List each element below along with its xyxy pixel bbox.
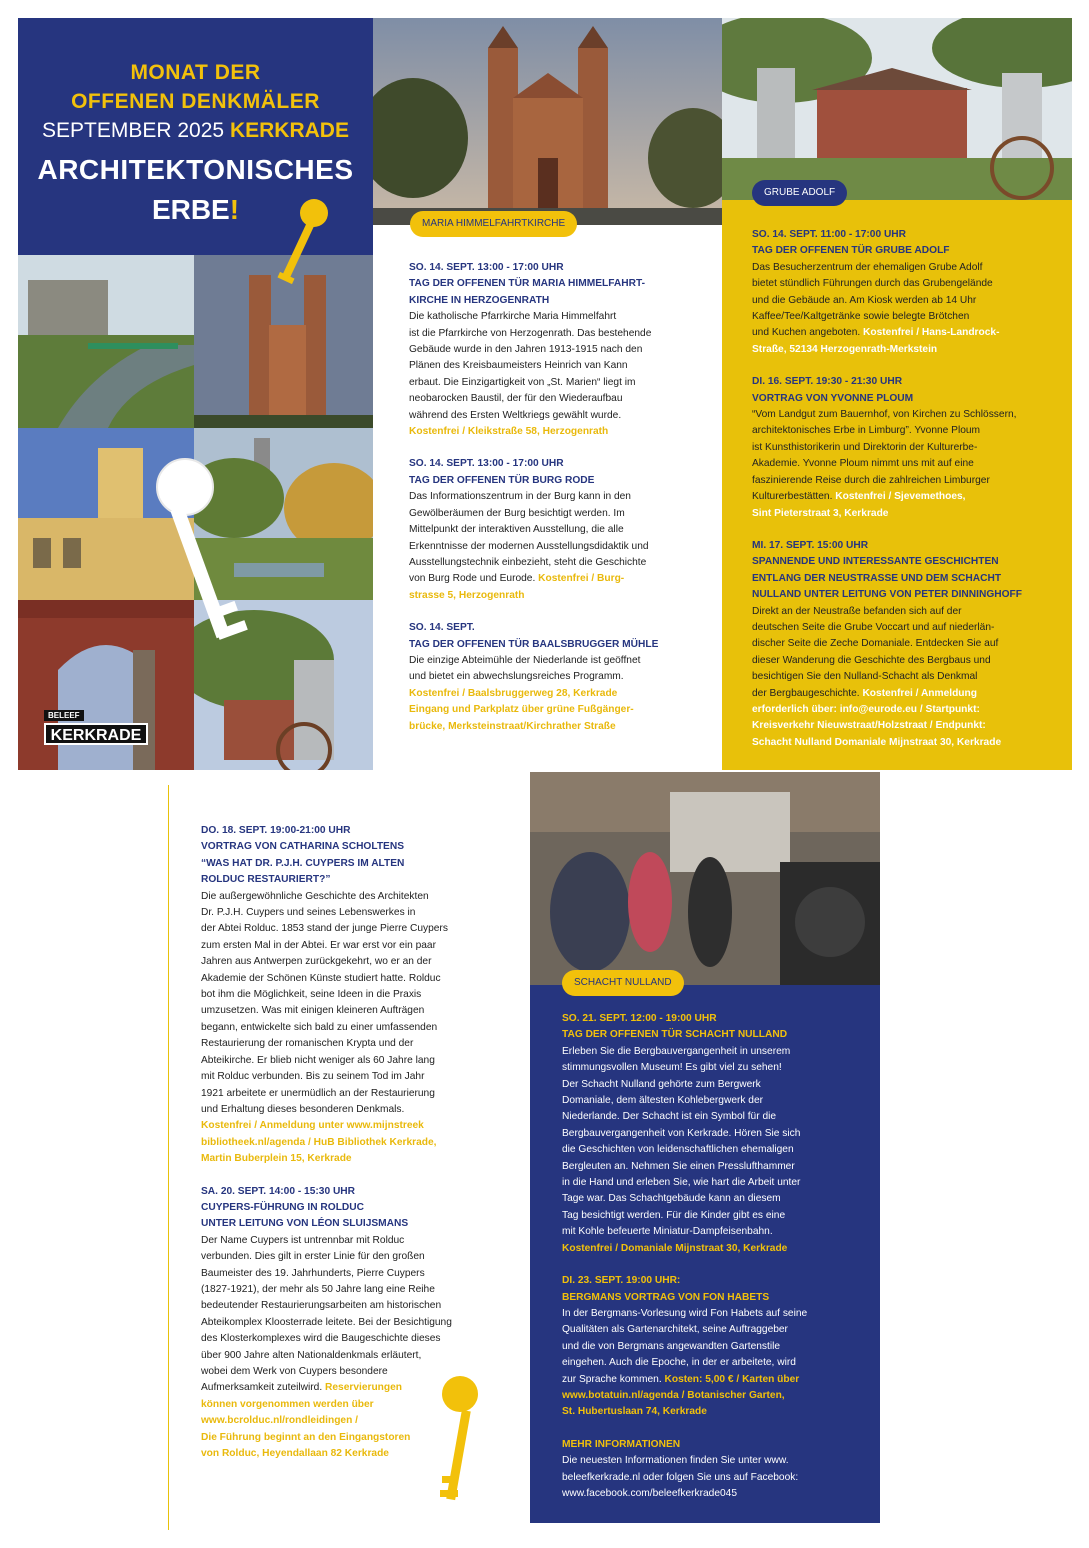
event-info: Die Führung beginnt an den Eingangstoren: [201, 1431, 411, 1443]
event-body-line: Ausstellungstechnik einbezieht, steht die Geschichte: [409, 556, 647, 568]
label-nulland: SCHACHT NULLAND: [562, 970, 684, 996]
event-body-text: und Kuchen angeboten.: [752, 327, 861, 339]
event-body-line: Bergleuten an. Nehmen Sie einen Presslufthammer: [562, 1160, 795, 1172]
event-body-text: Kulturerbestätten.: [752, 491, 833, 503]
event-info: Kreisverkehr Nieuwstraat/Holzstraat / Endpunkt:: [752, 720, 986, 732]
event-body-line: umzusetzen. Was mit einigen kleineren Aufträgen: [201, 1005, 425, 1017]
event-title: CUYPERS-FÜHRUNG IN ROLDUC: [201, 1201, 364, 1213]
event-title: VORTRAG VON YVONNE PLOUM: [752, 392, 914, 404]
event-body-line: neobarocken Baustil, der für den Wiederaufbau: [409, 393, 623, 405]
photo-river-park: [18, 255, 194, 428]
event-info: erforderlich über: info@eurode.eu / Startpunkt:: [752, 703, 980, 715]
event-body-line: bietet stündlich Führungen durch das Grubengelände: [752, 278, 993, 290]
grube-photo-graphic: [722, 18, 1072, 200]
event-date: SA. 20. SEPT. 14:00 - 15:30 UHR: [201, 1185, 356, 1197]
event-body-line: faszinierende Reise durch die zahlreichen Limburger: [752, 474, 990, 486]
event-date: MI. 17. SEPT. 15:00 UHR: [752, 539, 869, 551]
church-photo-graphic: [373, 18, 722, 225]
event-body-line: zum ersten Mal in der Abtei. Er war erst vor ein paar: [201, 939, 436, 951]
event-info: Kostenfrei / Domaniale Mijnstraat 30, Kerkrade: [562, 1242, 788, 1254]
key-icon-yellow-bottom: [430, 1372, 490, 1512]
event-body-line: erbaut. Die Einzigartigkeit von „St. Marien“ liegt im: [409, 376, 636, 388]
event-body-line: und Erhaltung dieses besonderen Denkmals.: [201, 1103, 405, 1115]
event-body-line: wobei dem Werk von Cuypers besondere: [201, 1366, 388, 1377]
event-title: TAG DER OFFENEN TÜR MARIA HIMMELFAHRT-: [409, 278, 645, 290]
event-body-line: ist die Pfarrkirche von Herzogenrath. Das bestehende: [409, 327, 652, 339]
event-title: ENTLANG DER NEUSTRASSE UND DEM SCHACHT: [752, 572, 1002, 584]
event-date: SO. 14. SEPT. 11:00 - 17:00 UHR: [752, 229, 907, 240]
event-body-line: Kaffee/Tee/Kaltgetränke sowie belegte Brötchen: [752, 311, 970, 323]
event-info: Martin Buberplein 15, Kerkrade: [201, 1153, 352, 1165]
event-info: Straße, 52134 Herzogenrath-Merkstein: [752, 343, 938, 355]
event-date: DI. 23. SEPT. 19:00 UHR:: [562, 1275, 681, 1287]
event-info: Reservierungen: [325, 1382, 403, 1394]
title-line-2: OFFENEN DENKMÄLER: [71, 90, 320, 113]
event-body-line: Direkt an der Neustraße befanden sich auf der: [752, 605, 962, 617]
event-body-line: [752, 325, 1067, 341]
event-body-line: Erleben Sie die Bergbauvergangenheit in unserem: [562, 1045, 791, 1057]
event-title: “WAS HAT DR. P.J.H. CUYPERS IM ALTEN: [201, 857, 405, 869]
event-info: Kostenfrei / Kleikstraße 58, Herzogenrath: [409, 426, 609, 438]
title-erbe: ERBE: [151, 194, 230, 225]
event-date: DO. 18. SEPT. 19:00-21:00 UHR: [201, 825, 351, 836]
event-info: Eingang und Parkplatz über grüne Fußgänger-: [409, 704, 634, 716]
event-body-line: während des Ersten Weltkriegs gewählt wurde.: [409, 409, 622, 421]
event-title: TAG DER OFFENEN TÜR GRUBE ADOLF: [752, 245, 950, 257]
event-body-line: Das Besucherzentrum der ehemaligen Grube Adolf: [752, 261, 983, 273]
event-body-line: Mittelpunkt der interaktiven Ausstellung, die alle: [409, 524, 624, 536]
event-body-line: (1827-1921), der mehr als 50 Jahre lang eine Reihe: [201, 1283, 435, 1295]
event-body-line: Gewölberäumen der Burg besichtigt werden. Im: [409, 507, 625, 519]
event-body-line: [562, 1372, 874, 1388]
events-middle: [409, 260, 714, 735]
event-info: können vorgenommen werden über: [201, 1398, 374, 1410]
event-body-line: deutschen Seite die Grube Voccart und auf niederlän-: [752, 621, 995, 633]
event-body-line: Erkenntnisse der modernen Ausstellungsdidaktik und: [409, 540, 649, 552]
event-info: bibliotheek.nl/agenda / HuB Bibliothek Kerkrade,: [201, 1136, 437, 1148]
event-body-text: zur Sprache kommen.: [562, 1373, 662, 1385]
event-body-line: und die Gebäude an. Am Kiosk werden ab 14 Uhr: [752, 294, 977, 306]
title-line-4: ARCHITEKTONISCHES: [37, 154, 354, 185]
museum-photo-graphic: [530, 772, 880, 985]
event-body-line: Akademie der Schönen Künste studiert hatte. Rolduc: [201, 972, 441, 984]
event-body-line: Die außergewöhnliche Geschichte des Architekten: [201, 890, 429, 902]
event-body-line: des Klosterkomplexes wird die Baugeschichte dieses: [201, 1333, 441, 1345]
event-info: Kostenfrei / Anmeldung: [862, 687, 977, 699]
event-body-line: Qualitäten als Gartenarchitekt, seine Auftraggeber: [562, 1324, 788, 1336]
event-body-line: Akademie. Yvonne Ploum nimmt uns mit auf eine: [752, 458, 974, 470]
event-body-line: verbunden. Dies gilt in erster Linie für den großen: [201, 1251, 425, 1263]
title-date: SEPTEMBER 2025: [42, 119, 225, 142]
event-title: ROLDUC RESTAURIERT?”: [201, 874, 331, 886]
event-body-line: der Abtei Rolduc. 1853 stand der junge Pierre Cuypers: [201, 923, 448, 935]
label-grube: GRUBE ADOLF: [752, 180, 847, 206]
logo-main: KERKRADE: [44, 723, 148, 745]
events-bottom-right: [562, 1011, 874, 1502]
event-body-line: [409, 571, 714, 587]
event-info: St. Hubertuslaan 74, Kerkrade: [562, 1406, 707, 1418]
event-info: Schacht Nulland Domaniale Mijnstraat 30, Kerkrade: [752, 736, 1002, 748]
event-body-line: “Vom Landgut zum Bauernhof, von Kirchen zu Schlössern,: [752, 409, 1017, 421]
event-body-text: der Bergbaugeschichte.: [752, 687, 860, 699]
title-exclamation: !: [229, 194, 240, 225]
event-title: SPANNENDE UND INTERESSANTE GESCHICHTEN: [752, 556, 999, 568]
event-info: www.bcrolduc.nl/rondleidingen /: [201, 1415, 358, 1427]
photo-grube-adolf: [722, 18, 1072, 200]
event-info: Kostenfrei / Sjevemethoes,: [835, 491, 966, 503]
events-right: [752, 227, 1067, 751]
beleef-kerkrade-logo: [44, 710, 148, 746]
more-info-line: www.facebook.com/beleefkerkrade045: [562, 1487, 737, 1499]
event-body-line: begann, entwickelte sich bald zu einer umfassenden: [201, 1021, 438, 1033]
events-bottom-left: [201, 823, 521, 1462]
event-date: SO. 14. SEPT.: [409, 622, 475, 634]
event-title: UNTER LEITUNG VON LÉON SLUIJSMANS: [201, 1218, 409, 1230]
title-city: KERKRADE: [229, 119, 349, 142]
event-body-line: Plänen des Kreisbaumeisters Heinrich van Kann: [409, 360, 628, 372]
event-body-line: Das Informationszentrum in der Burg kann in den: [409, 491, 631, 503]
event-body-line: Dr. P.J.H. Cuypers und seines Lebenswerkes in: [201, 907, 416, 919]
label-maria: MARIA HIMMELFAHRTKIRCHE: [410, 211, 577, 237]
event-body-line: stimmungsvollen Museum! Es gibt viel zu sehen!: [562, 1062, 782, 1074]
event-date: SO. 14. SEPT. 13:00 - 17:00 UHR: [409, 458, 564, 470]
event-body-line: [752, 489, 1067, 505]
event-body-line: und die von Bergmans angewandten Gartenstile: [562, 1340, 781, 1352]
event-body-line: besichtigen Sie den Nulland-Schacht als Denkmal: [752, 671, 978, 683]
event-body-line: 1921 arbeitete er unermüdlich an der Restaurierung: [201, 1087, 435, 1099]
event-body-line: Bergbauvergangenheit von Kerkrade. Hören Sie sich: [562, 1127, 801, 1139]
event-date: SO. 14. SEPT. 13:00 - 17:00 UHR: [409, 262, 564, 273]
event-body-line: und bietet ein abwechslungsreiches Programm.: [409, 671, 624, 683]
event-info: Kostenfrei / Burg-: [538, 573, 625, 585]
event-body-line: Der Schacht Nulland gehörte zum Bergwerk: [562, 1078, 761, 1090]
title-line-1: MONAT DER: [130, 61, 261, 84]
event-body-line: Tag besichtigt werden. Für die Kinder gibt es eine: [562, 1209, 786, 1221]
event-info: Kostenfrei / Baalsbruggerweg 28, Kerkrade: [409, 687, 618, 699]
event-body-line: Abteikomplex Kloosterrade leitete. Bei der Besichtigung: [201, 1316, 452, 1328]
event-body-line: [752, 686, 1067, 702]
event-body-line: discher Seite die Zeche Domaniale. Entdecken Sie auf: [752, 638, 999, 650]
event-body-line: in die Hand und erleben Sie, wie hart die Arbeit unter: [562, 1177, 801, 1189]
event-info: Kostenfrei / Anmeldung unter www.mijnstreek: [201, 1120, 424, 1132]
event-info: www.botatuin.nl/agenda / Botanischer Garten,: [562, 1389, 785, 1401]
event-title: BERGMANS VORTRAG VON FON HABETS: [562, 1291, 770, 1303]
photo-maria-church: [373, 18, 722, 225]
event-date: SO. 21. SEPT. 12:00 - 19:00 UHR: [562, 1013, 717, 1024]
event-info: Kostenfrei / Hans-Landrock-: [863, 327, 1000, 339]
event-body-line: die Geschichten von leidenschaftlichen ehemaligen: [562, 1144, 794, 1156]
logo-top: BELEEF: [44, 710, 84, 721]
event-body-text: von Burg Rode und Eurode.: [409, 573, 536, 585]
event-body-line: architektonisches Erbe in Limburg”. Yvonne Ploum: [752, 425, 981, 437]
event-body-line: Die einzige Abteimühle der Niederlande ist geöffnet: [409, 654, 641, 666]
event-body-line: Abteikirche. Er blieb nicht weniger als 60 Jahre lang: [201, 1054, 435, 1066]
event-info: Kosten: 5,00 € / Karten über: [664, 1373, 800, 1385]
event-info: strasse 5, Herzogenrath: [409, 589, 525, 601]
more-info-line: Die neuesten Informationen finden Sie unter www.: [562, 1455, 789, 1467]
event-body-line: Niederlande. Der Schacht ist ein Symbol für die: [562, 1111, 777, 1123]
event-body-text: Aufmerksamkeit zuteilwird.: [201, 1382, 323, 1394]
event-info: von Rolduc, Heyendallaan 82 Kerkrade: [201, 1448, 389, 1460]
event-body-line: Baumeister des 19. Jahrhunderts, Pierre Cuypers: [201, 1267, 425, 1279]
event-title: KIRCHE IN HERZOGENRATH: [409, 294, 550, 306]
event-body-line: mit Rolduc verbunden. Bis zu seinem Tod im Jahr: [201, 1071, 425, 1083]
event-body-line: Tage war. Das Schachtgebäude kann an diesem: [562, 1193, 781, 1205]
event-body-line: mit Kohle befeuerte Miniatur-Dampfeisenbahn.: [562, 1226, 773, 1238]
event-title: NULLAND UNTER LEITUNG VON PETER DINNINGHOFF: [752, 589, 1022, 601]
event-body-line: eingehen. Auch die Epoche, in der er arbeitete, wird: [562, 1357, 796, 1369]
event-title: TAG DER OFFENEN TÜR BURG RODE: [409, 474, 595, 486]
key-icon-yellow-top: [272, 195, 332, 300]
event-body-line: dieser Wanderung die Geschichte des Bergbaus und: [752, 654, 991, 666]
event-info: Sint Pieterstraat 3, Kerkrade: [752, 507, 889, 519]
event-title: VORTRAG VON CATHARINA SCHOLTENS: [201, 841, 404, 853]
event-body-line: bedeutender Restaurierungsarbeiten am historischen: [201, 1300, 442, 1312]
photo-schacht-nulland: [530, 772, 880, 985]
event-body-line: bot ihm die Möglichkeit, seine Ideen in die Praxis: [201, 989, 422, 1001]
event-body-line: Restaurierung der romanischen Krypta und der: [201, 1038, 414, 1050]
event-info: brücke, Merksteinstraat/Kirchrather Straße: [409, 720, 616, 732]
title-line-3: [18, 119, 373, 143]
river-photo-graphic: [18, 255, 194, 428]
event-body-line: Domaniale, dem ältesten Kohlebergwerk der: [562, 1095, 764, 1107]
event-body-line: über 900 Jahre alten Nationaldenkmals erläutert,: [201, 1349, 422, 1361]
more-info-title: MEHR INFORMATIONEN: [562, 1438, 681, 1450]
event-body-line: Der Name Cuypers ist untrennbar mit Rolduc: [201, 1234, 405, 1246]
event-date: DI. 16. SEPT. 19:30 - 21:30 UHR: [752, 376, 903, 388]
event-title: TAG DER OFFENEN TÜR SCHACHT NULLAND: [562, 1029, 788, 1041]
divider-line: [168, 785, 169, 1530]
event-body-line: Die katholische Pfarrkirche Maria Himmelfahrt: [409, 311, 617, 323]
key-icon-white: [145, 455, 255, 665]
more-info-line: beleefkerkrade.nl oder folgen Sie uns auf Facebook:: [562, 1471, 799, 1483]
event-title: TAG DER OFFENEN TÜR BAALSBRUGGER MÜHLE: [409, 638, 659, 650]
event-body-line: Jahren aus Antwerpen zurückgekehrt, wo er an der: [201, 956, 432, 968]
event-body-line: ist Kunsthistorikerin und Direktorin der Kulturerbe-: [752, 441, 978, 453]
event-body-line: Gebäude wurde in den Jahren 1913-1915 nach den: [409, 344, 643, 356]
event-body-line: In der Bergmans-Vorlesung wird Fon Habets auf seine: [562, 1307, 808, 1319]
